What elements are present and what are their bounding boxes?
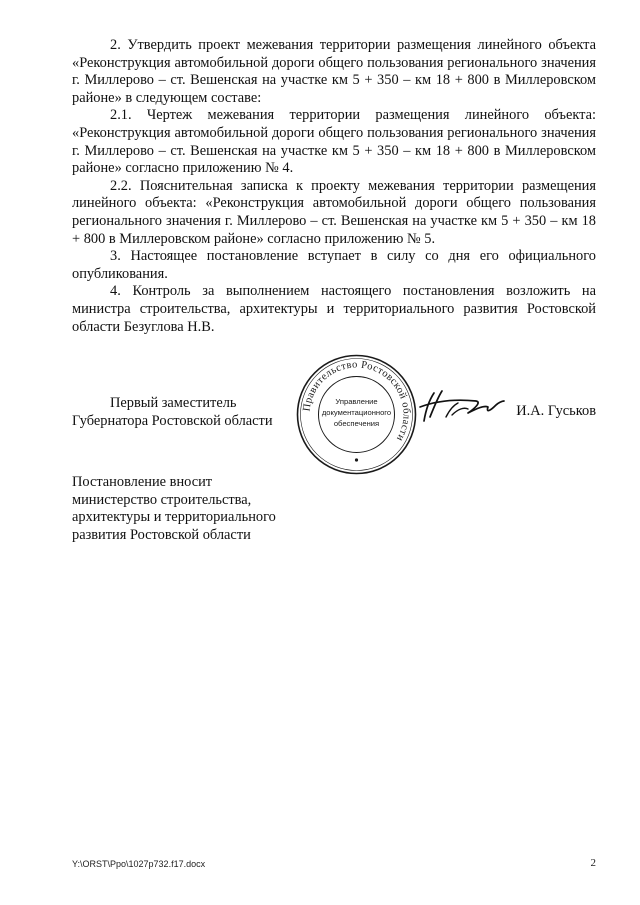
submitted-line2: министерство строительства, xyxy=(72,491,252,508)
paragraph-item-2-2: 2.2. Пояснительная записка к проекту межевания территории размещения линейного объекта: «Реконструкция автомобильной дороги общего пользования регионального значения г. Миллерово – ст. Вешенская на участке км 5 + 350 – км 18 + 800 в Миллеровском районе» согласно приложению № 5. xyxy=(72,177,596,247)
seal-ring-text: Правительство Ростовской области xyxy=(301,359,412,444)
submitted-line1: Постановление вносит xyxy=(72,474,213,490)
footer-page-number: 2 xyxy=(590,857,596,869)
paragraph-item-2: 2. Утвердить проект межевания территории размещения линейного объекта «Реконструкция автомобильной дороги общего пользования регионального значения г. Миллерово – ст. Вешенская на участке км 5 + 350 – км 18 + 800 в Миллеровском районе» в следующем составе: xyxy=(72,37,596,106)
signatory-title-line1: Первый заместитель xyxy=(110,395,237,411)
submitted-by-note xyxy=(72,474,276,544)
seal-inner-line3: обеспечения xyxy=(333,419,380,428)
signatory-title xyxy=(72,395,273,430)
handwritten-signature xyxy=(416,387,506,429)
submitted-line3: архитектуры и территориального xyxy=(72,509,276,526)
paragraph-item-4: 4. Контроль за выполнением настоящего постановления возложить на министра строительства, архитектуры и территориального развития Ростовской области Безуглова Н.В. xyxy=(72,283,596,335)
signatory-name: И.А. Гуськов xyxy=(516,403,596,419)
submitted-line4: развития Ростовской области xyxy=(72,526,251,543)
seal-inner-line2: документационного xyxy=(321,408,392,417)
official-seal-stamp xyxy=(294,352,419,477)
paragraph-item-3: 3. Настоящее постановление вступает в силу со дня его официального опубликования. xyxy=(72,248,596,282)
signatory-title-line2: Губернатора Ростовской области xyxy=(72,412,273,429)
seal-inner-line1: Управление xyxy=(335,397,378,406)
resolution-body xyxy=(72,37,596,336)
paragraph-item-2-1: 2.1. Чертеж межевания территории размещения линейного объекта: «Реконструкция автомобильной дороги общего пользования регионального значения г. Миллерово – ст. Вешенская на участке км 5 + 350 – км 18 + 800 в Миллеровском районе» согласно приложению № 4. xyxy=(72,107,596,177)
footer-file-path: Y:\ORST\Ppo\1027p732.f17.docx xyxy=(72,859,206,869)
seal-star-dot xyxy=(355,458,358,461)
